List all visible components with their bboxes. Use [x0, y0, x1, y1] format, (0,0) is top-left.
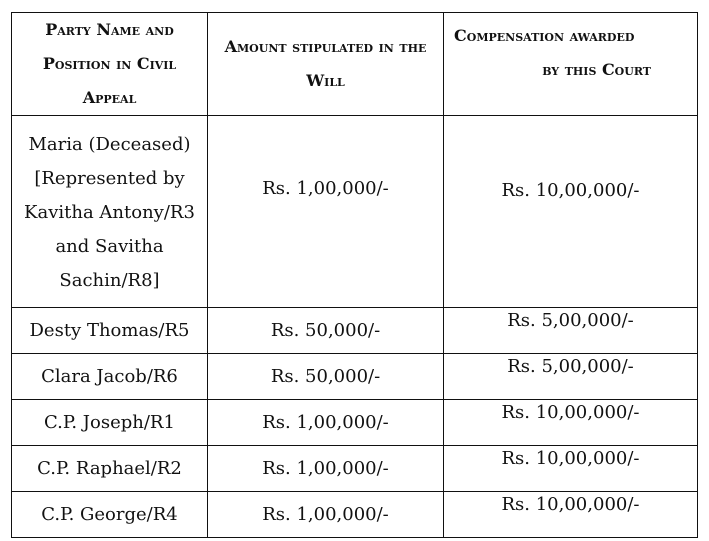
table-header — [12, 13, 698, 116]
table-row — [12, 446, 698, 492]
table-body — [12, 116, 698, 538]
table-row — [12, 400, 698, 446]
party-cell: Desty Thomas/R5 — [12, 308, 208, 354]
party-cell: C.P. George/R4 — [12, 492, 208, 538]
header-row — [12, 13, 698, 116]
amount-cell: Rs. 50,000/- — [208, 354, 444, 400]
party-cell: Maria (Deceased) [Represented by Kavitha Antony/R3 and Savitha Sachin/R8] — [12, 116, 208, 308]
table-row — [12, 116, 698, 308]
compensation-cell: Rs. 10,00,000/- — [444, 492, 698, 538]
compensation-cell: Rs. 5,00,000/- — [444, 354, 698, 400]
party-cell: C.P. Raphael/R2 — [12, 446, 208, 492]
compensation-cell: Rs. 5,00,000/- — [444, 308, 698, 354]
compensation-table — [11, 12, 698, 538]
party-cell: Clara Jacob/R6 — [12, 354, 208, 400]
amount-cell: Rs. 1,00,000/- — [208, 492, 444, 538]
amount-cell: Rs. 50,000/- — [208, 308, 444, 354]
party-cell: C.P. Joseph/R1 — [12, 400, 208, 446]
header-compensation-awarded — [444, 13, 698, 116]
compensation-cell: Rs. 10,00,000/- — [444, 116, 698, 308]
table-row — [12, 308, 698, 354]
table-row — [12, 354, 698, 400]
header-party-name: Party Name and Position in Civil Appeal — [12, 13, 208, 116]
amount-cell: Rs. 1,00,000/- — [208, 446, 444, 492]
compensation-cell: Rs. 10,00,000/- — [444, 446, 698, 492]
header-compensation-line-1: Compensation awarded — [454, 26, 635, 45]
amount-cell: Rs. 1,00,000/- — [208, 400, 444, 446]
header-amount-stipulated: Amount stipulated in the Will — [208, 13, 444, 116]
header-compensation-line-2: by this Court — [542, 60, 651, 79]
compensation-cell: Rs. 10,00,000/- — [444, 400, 698, 446]
amount-cell: Rs. 1,00,000/- — [208, 116, 444, 308]
table-row — [12, 492, 698, 538]
